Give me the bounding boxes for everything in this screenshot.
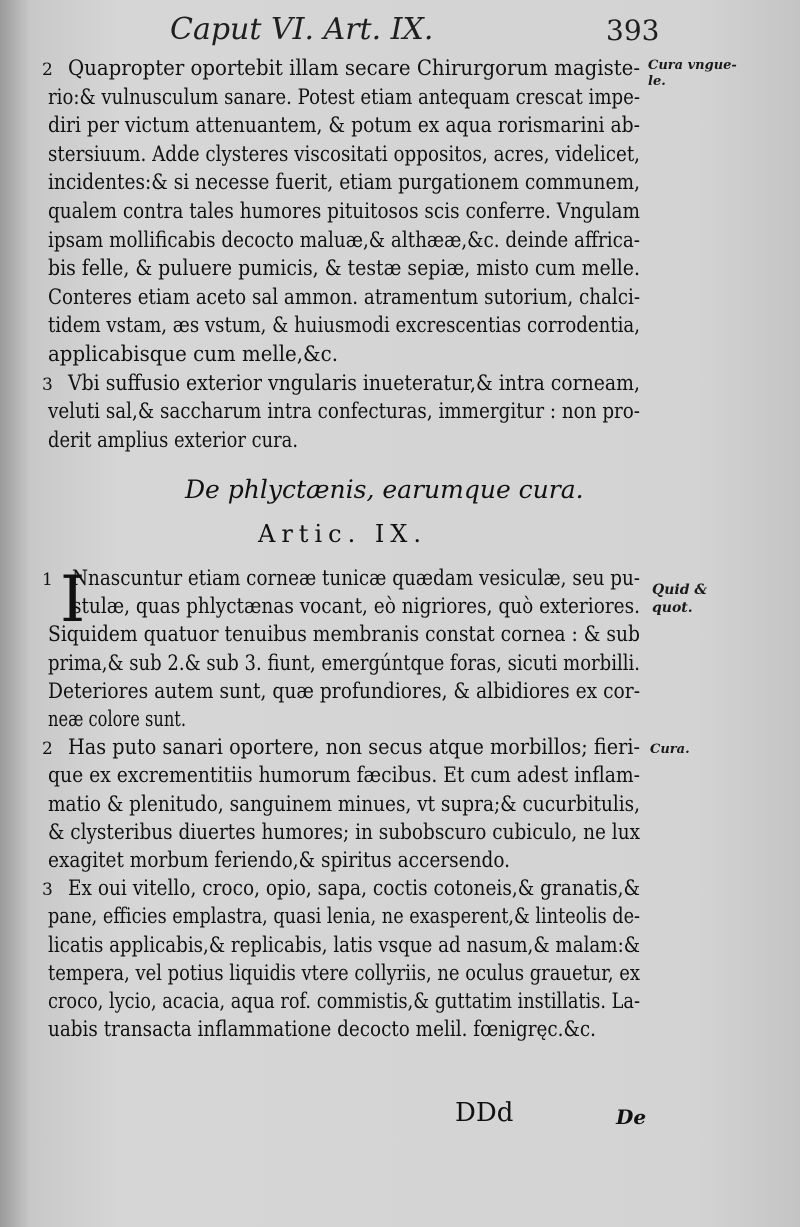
- catchword: De: [616, 1105, 647, 1129]
- line-text: stulæ, quas phlyctænas vocant, eò nigriores, quò exteriores.: [72, 594, 640, 620]
- text-line: [48, 344, 363, 366]
- margin-note-quid-quot: Quid & quot.: [652, 582, 707, 616]
- drop-cap: I: [60, 563, 86, 637]
- line-text: Has puto sanari oportere, non secus atque morbillos; fieri-: [68, 735, 640, 761]
- line-text: diri per victum attenuantem, & potum ex aqua rorismarini ab-: [48, 113, 640, 139]
- text-line: [48, 172, 734, 194]
- text-line: [48, 624, 728, 646]
- section-1-text: [42, 56, 648, 458]
- text-line: [48, 596, 732, 618]
- line-text: & clysteribus diuertes humores; in subobscuro cubiculo, ne lux: [48, 819, 640, 845]
- text-line: [48, 850, 585, 872]
- text-line: [48, 1019, 689, 1041]
- text-line: [42, 370, 721, 396]
- text-line: [48, 678, 730, 704]
- text-line: [48, 401, 743, 423]
- text-line: [48, 709, 230, 731]
- text-line: [48, 650, 754, 676]
- paragraph-number: 1: [42, 570, 53, 590]
- paragraph-number: 3: [42, 374, 53, 395]
- text-line: [48, 932, 745, 958]
- text-line: [48, 765, 727, 787]
- text-line: [48, 791, 737, 817]
- line-text: incidentes:& si necesse fuerit, etiam purgationem communem,: [48, 170, 640, 196]
- paragraph-number: 2: [42, 60, 53, 80]
- line-text: Siquidem quatuor tenuibus membranis constat cornea : & sub: [48, 622, 640, 648]
- line-text: exagitet morbum feriendo,& spiritus accersendo.: [48, 848, 510, 873]
- page-number: 393: [606, 14, 660, 47]
- paragraph-number: 2: [42, 739, 53, 760]
- line-text: applicabisque cum melle,&c.: [48, 342, 338, 367]
- line-text: pane, efficies emplastra, quasi lenia, ne exasperent,& linteolis de-: [48, 904, 640, 930]
- text-line: [48, 84, 750, 110]
- text-line: [42, 735, 707, 761]
- line-text: ipsam mollificabis decocto maluæ,& althææ,&c. deinde affrica-: [48, 227, 640, 253]
- line-text: tidem vstam, æs vstum, & huiusmodi excrescentias corrodentia,: [48, 313, 640, 339]
- text-line: [42, 56, 691, 81]
- line-text: bis felle, & puluere pumicis, & testæ sepiæ, misto cum melle.: [48, 256, 640, 282]
- text-line: [42, 876, 732, 902]
- text-line: [48, 227, 742, 253]
- line-text: uabis transacta inflammatione decocto melil. fœnigręc.&c.: [48, 1017, 596, 1043]
- section-heading: De phlyctænis, earumque cura.: [185, 475, 584, 504]
- line-text: Nnascuntur etiam corneæ tunicæ quædam vesiculæ, seu pu-: [72, 566, 640, 591]
- line-text: Quapropter oportebit illam secare Chirurgorum magiste-: [68, 56, 640, 81]
- text-line: [48, 427, 349, 453]
- text-line: [48, 284, 744, 310]
- line-text: licatis applicabis,& replicabis, latis vsque ad nasum,& malam:&: [48, 932, 640, 958]
- line-text: Vbi suffusio exterior vngularis inueteratur,& intra corneam,: [68, 370, 640, 396]
- line-text: Deteriores autem sunt, quæ profundiores, & albidiores ex cor-: [48, 678, 640, 704]
- line-text: qualem contra tales humores pituitosos scis conferre. Vngulam: [48, 199, 640, 224]
- line-text: Ex oui vitello, croco, opio, sapa, coctis cotoneis,& granatis,&: [68, 876, 640, 902]
- line-text: Conteres etiam aceto sal ammon. atramentum sutorium, chalci-: [48, 284, 640, 310]
- text-line: [42, 566, 738, 591]
- line-text: veluti sal,& saccharum intra confecturas, immergitur : non pro-: [48, 399, 640, 425]
- line-text: rio:& vulnusculum sanare. Potest etiam antequam crescat impe-: [48, 84, 640, 110]
- line-text: prima,& sub 2.& sub 3. fiunt, emergúntque foras, sicuti morbilli.: [48, 650, 640, 676]
- margin-note-cura-vngule: Cura vngue- le.: [648, 58, 737, 90]
- line-text: que ex excrementitiis humorum fæcibus. Et cum adest inflam-: [48, 763, 640, 789]
- text-line: [48, 906, 768, 928]
- running-title: Caput VI. Art. IX.: [170, 12, 434, 47]
- line-text: matio & plenitudo, sanguinem minues, vt supra;& cucurbitulis,: [48, 791, 640, 817]
- text-line: [48, 258, 721, 280]
- margin-note-cura: Cura.: [650, 742, 690, 757]
- text-line: [48, 960, 758, 986]
- line-text: tempera, vel potius liquidis vtere collyriis, ne oculus grauetur, ex: [48, 960, 640, 986]
- paragraph-number: 3: [42, 880, 53, 901]
- section-2-text: [42, 563, 648, 1068]
- text-line: [48, 115, 727, 137]
- signature-mark: DDd: [455, 1098, 514, 1128]
- text-line: [48, 141, 744, 167]
- article-label: Artic. IX.: [258, 520, 428, 548]
- line-text: neæ colore sunt.: [48, 707, 186, 732]
- line-text: derit amplius exterior cura.: [48, 427, 298, 453]
- line-text: croco, lycio, acacia, aqua rof. commistis,& guttatim instillatis. La-: [48, 989, 640, 1014]
- line-text: stersiuum. Adde clysteres viscositati oppositos, acres, videlicet,: [48, 141, 640, 167]
- text-line: [48, 315, 750, 337]
- text-line: [48, 201, 738, 223]
- text-line: [48, 819, 738, 845]
- text-line: [48, 991, 766, 1013]
